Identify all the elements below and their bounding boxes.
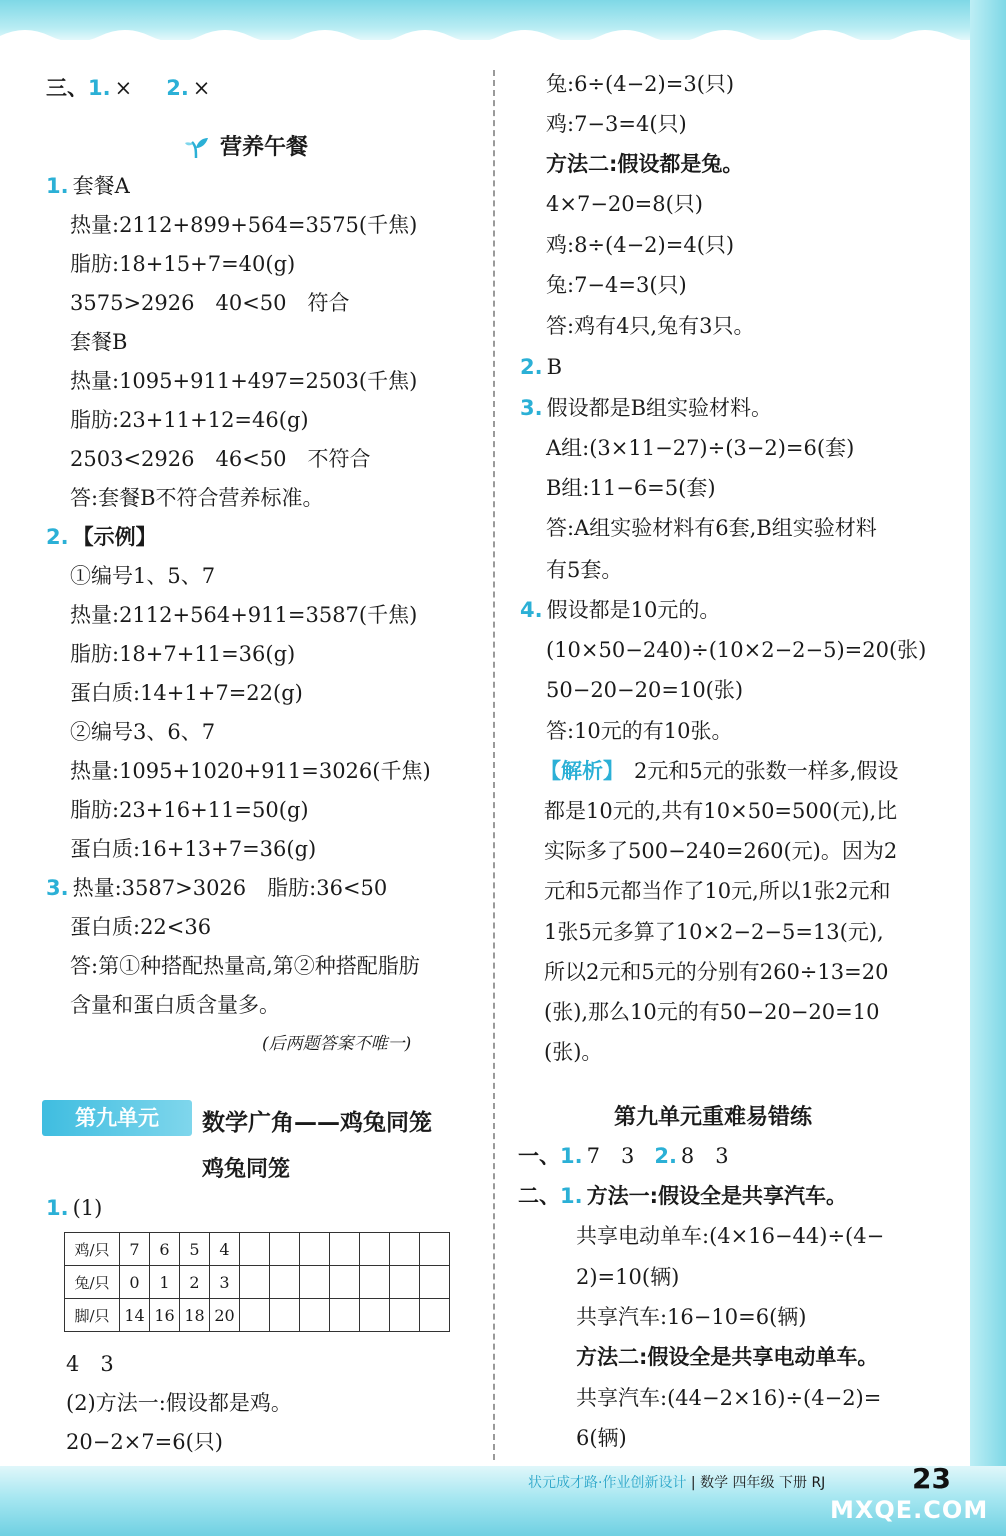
right-top-line-2: 方法二:假设都是兔。 (546, 152, 744, 176)
footer-term: 下册 (778, 1475, 807, 1491)
q2-line-1: ①编号1、5、7 (70, 564, 216, 588)
watermark-text: MXQE.COM (830, 1496, 989, 1524)
row-header: 兔/只 (65, 1266, 120, 1299)
lunch-section-title (184, 130, 308, 161)
analysis-text: 2元和5元的张数一样多,假设 (634, 759, 899, 783)
unit-title: 数学广角——鸡兔同笼 (202, 1110, 432, 1136)
q1-line-0 (46, 172, 130, 200)
analysis-line-0 (540, 757, 898, 785)
section-prefix: 三、 (46, 76, 88, 100)
r-q3-line-1: A组:(3×11−27)÷(3−2)=6(套) (546, 436, 855, 460)
sub-label: (1) (72, 1196, 103, 1220)
right-top-line-0: 兔:6÷(4−2)=3(只) (546, 72, 735, 96)
right-top-line-1: 鸡:7−3=4(只) (546, 112, 687, 136)
table-cell-empty (420, 1299, 450, 1332)
table-cell-empty (390, 1266, 420, 1299)
r-q3-line-4: 有5套。 (546, 558, 623, 582)
footer-separator: | (690, 1475, 696, 1491)
analysis-line-2: 实际多了500−240=260(元)。因为2 (544, 839, 898, 863)
practice-2-line-0 (518, 1182, 847, 1210)
footer-edition: RJ (811, 1475, 826, 1491)
table-cell: 16 (150, 1299, 180, 1332)
practice-1 (518, 1142, 729, 1170)
table-cell-empty (330, 1299, 360, 1332)
table-cell: 7 (120, 1233, 150, 1266)
analysis-line-1: 都是10元的,共有10×50=500(元),比 (544, 799, 898, 823)
table-cell-empty (360, 1266, 390, 1299)
practice-2-line-1: 共享电动单车:(4×16−44)÷(4− (576, 1224, 885, 1248)
table-cell-empty (420, 1266, 450, 1299)
sub-section-title: 鸡兔同笼 (202, 1157, 291, 1182)
q1-line-2: 脂肪:18+15+7=40(g) (70, 252, 296, 276)
q-number: 4. (520, 598, 543, 622)
table-cell-empty (300, 1266, 330, 1299)
wave-decor-icon (0, 22, 1006, 48)
after-table-line-1: (2)方法一:假设都是鸡。 (66, 1391, 292, 1415)
footer-subject: 数学 (700, 1475, 729, 1491)
q-number: 2. (654, 1144, 677, 1168)
q3-line-1: 蛋白质:22<36 (70, 915, 212, 939)
r-q2 (520, 353, 562, 381)
table-cell-empty (360, 1299, 390, 1332)
note-not-unique: (后两题答案不唯一) (262, 1034, 412, 1054)
answer-text: 假设都是B组实验材料。 (546, 396, 773, 420)
r-q4-line-1: (10×50−240)÷(10×2−2−5)=20(张) (546, 638, 927, 662)
q-number: 1. (88, 76, 111, 100)
page-footer (528, 1472, 825, 1492)
table-cell-empty (330, 1233, 360, 1266)
chicken-rabbit-table (64, 1232, 450, 1332)
practice-2-line-6: 6(辆) (576, 1426, 627, 1450)
q1-line-5: 热量:1095+911+497=2503(千焦) (70, 369, 418, 393)
table-row (65, 1299, 450, 1332)
table-cell: 5 (180, 1233, 210, 1266)
q-number: 1. (560, 1184, 583, 1208)
after-table-line-0: 4 3 (66, 1352, 114, 1376)
q2-line-6: 热量:1095+1020+911=3026(千焦) (70, 759, 431, 783)
answer-value: × (114, 76, 133, 100)
analysis-line-6: (张),那么10元的有50−20−20=10 (544, 1000, 880, 1024)
right-top-line-6: 答:鸡有4只,兔有3只。 (546, 314, 755, 338)
table-cell-empty (240, 1233, 270, 1266)
q2-line-4: 蛋白质:14+1+7=22(g) (70, 681, 303, 705)
table-cell-empty (240, 1299, 270, 1332)
analysis-line-4: 1张5元多算了10×2−2−5=13(元), (544, 920, 884, 944)
table-cell: 14 (120, 1299, 150, 1332)
q3-line-0 (46, 874, 387, 902)
example-tag: 【示例】 (72, 525, 157, 549)
q-number: 1. (46, 174, 69, 198)
table-cell: 1 (150, 1266, 180, 1299)
answer-text: 假设都是10元的。 (546, 598, 721, 622)
table-cell-empty (390, 1299, 420, 1332)
table-cell-empty (390, 1233, 420, 1266)
q2-line-7: 脂肪:23+16+11=50(g) (70, 798, 309, 822)
table-question (46, 1194, 102, 1222)
q2-line-0 (46, 523, 157, 551)
q2-line-5: ②编号3、6、7 (70, 720, 216, 744)
answer-text: B (546, 355, 563, 379)
table-cell: 4 (210, 1233, 240, 1266)
footer-grade: 四年级 (732, 1475, 775, 1491)
right-decor-band (970, 0, 1006, 1536)
answer-value: × (192, 76, 211, 100)
practice-title: 第九单元重难易错练 (614, 1105, 813, 1130)
r-q4-line-3: 答:10元的有10张。 (546, 719, 733, 743)
analysis-line-7: (张)。 (544, 1040, 603, 1064)
q-number: 3. (46, 876, 69, 900)
method-label: 方法一:假设全是共享汽车。 (586, 1184, 847, 1208)
right-top-line-4: 鸡:8÷(4−2)=4(只) (546, 233, 735, 257)
right-top-line-3: 4×7−20=8(只) (546, 192, 703, 216)
row-header: 鸡/只 (65, 1233, 120, 1266)
r-q3-line-0 (520, 394, 772, 422)
r-q4-line-2: 50−20−20=10(张) (546, 678, 744, 702)
analysis-line-3: 元和5元都当作了10元,所以1张2元和 (544, 879, 891, 903)
q-number: 2. (46, 525, 69, 549)
table-cell-empty (300, 1299, 330, 1332)
q1-line-7: 2503<2926 46<50 不符合 (70, 447, 371, 471)
table-cell-empty (270, 1233, 300, 1266)
analysis-tag: 【解析】 (540, 759, 624, 783)
table-cell: 18 (180, 1299, 210, 1332)
table-cell: 6 (150, 1233, 180, 1266)
practice-2-line-3: 共享汽车:16−10=6(辆) (576, 1305, 807, 1329)
q2-line-8: 蛋白质:16+13+7=36(g) (70, 837, 317, 861)
section-prefix: 二、 (518, 1184, 560, 1208)
column-divider (493, 70, 495, 1460)
table-cell-empty (270, 1299, 300, 1332)
table-cell: 0 (120, 1266, 150, 1299)
row-header: 脚/只 (65, 1299, 120, 1332)
answer-value: 7 3 (586, 1144, 635, 1168)
analysis-line-5: 所以2元和5元的分别有260÷13=20 (544, 960, 889, 984)
section-title-text: 营养午餐 (220, 135, 309, 160)
table-cell-empty (360, 1233, 390, 1266)
after-table-line-2: 20−2×7=6(只) (66, 1430, 223, 1454)
q1-line-6: 脂肪:23+11+12=46(g) (70, 408, 309, 432)
q3-line-3: 含量和蛋白质含量多。 (70, 993, 280, 1017)
table-cell-empty (270, 1266, 300, 1299)
q-number: 1. (46, 1196, 69, 1220)
table-cell-empty (300, 1233, 330, 1266)
page-number: 23 (912, 1462, 951, 1495)
answer-value: 8 3 (680, 1144, 729, 1168)
r-q3-line-3: 答:A组实验材料有6套,B组实验材料 (546, 516, 877, 540)
table-cell-empty (240, 1266, 270, 1299)
q3-line-2: 答:第①种搭配热量高,第②种搭配脂肪 (70, 954, 420, 978)
practice-2-line-4: 方法二:假设全是共享电动单车。 (576, 1345, 879, 1369)
practice-2-line-2: 2)=10(辆) (576, 1265, 680, 1289)
q-number: 3. (520, 396, 543, 420)
r-q3-line-2: B组:11−6=5(套) (546, 476, 716, 500)
q2-line-2: 热量:2112+564+911=3587(千焦) (70, 603, 418, 627)
unit-badge: 第九单元 (42, 1100, 192, 1136)
table-cell-empty (330, 1266, 360, 1299)
table-row (65, 1233, 450, 1266)
q-number: 2. (166, 76, 189, 100)
footer-brand: 状元成才路·作业创新设计 (528, 1475, 687, 1491)
section-3-answers (46, 74, 210, 102)
q-number: 2. (520, 355, 543, 379)
q1-line-3: 3575>2926 40<50 符合 (70, 291, 350, 315)
table-cell: 2 (180, 1266, 210, 1299)
table-cell: 3 (210, 1266, 240, 1299)
q-number: 1. (560, 1144, 583, 1168)
answer-text: 套餐A (72, 174, 130, 198)
section-prefix: 一、 (518, 1144, 560, 1168)
answer-text: 热量:3587>3026 脂肪:36<50 (72, 876, 388, 900)
right-top-line-5: 兔:7−4=3(只) (546, 273, 687, 297)
table-cell-empty (420, 1233, 450, 1266)
practice-2-line-5: 共享汽车:(44−2×16)÷(4−2)= (576, 1386, 882, 1410)
table-cell: 20 (210, 1299, 240, 1332)
r-q4-line-0 (520, 596, 720, 624)
q2-line-3: 脂肪:18+7+11=36(g) (70, 642, 296, 666)
q1-line-8: 答:套餐B不符合营养标准。 (70, 486, 324, 510)
q1-line-1: 热量:2112+899+564=3575(千焦) (70, 213, 418, 237)
q1-line-4: 套餐B (70, 330, 128, 354)
table-row (65, 1266, 450, 1299)
sprout-icon (184, 136, 210, 160)
